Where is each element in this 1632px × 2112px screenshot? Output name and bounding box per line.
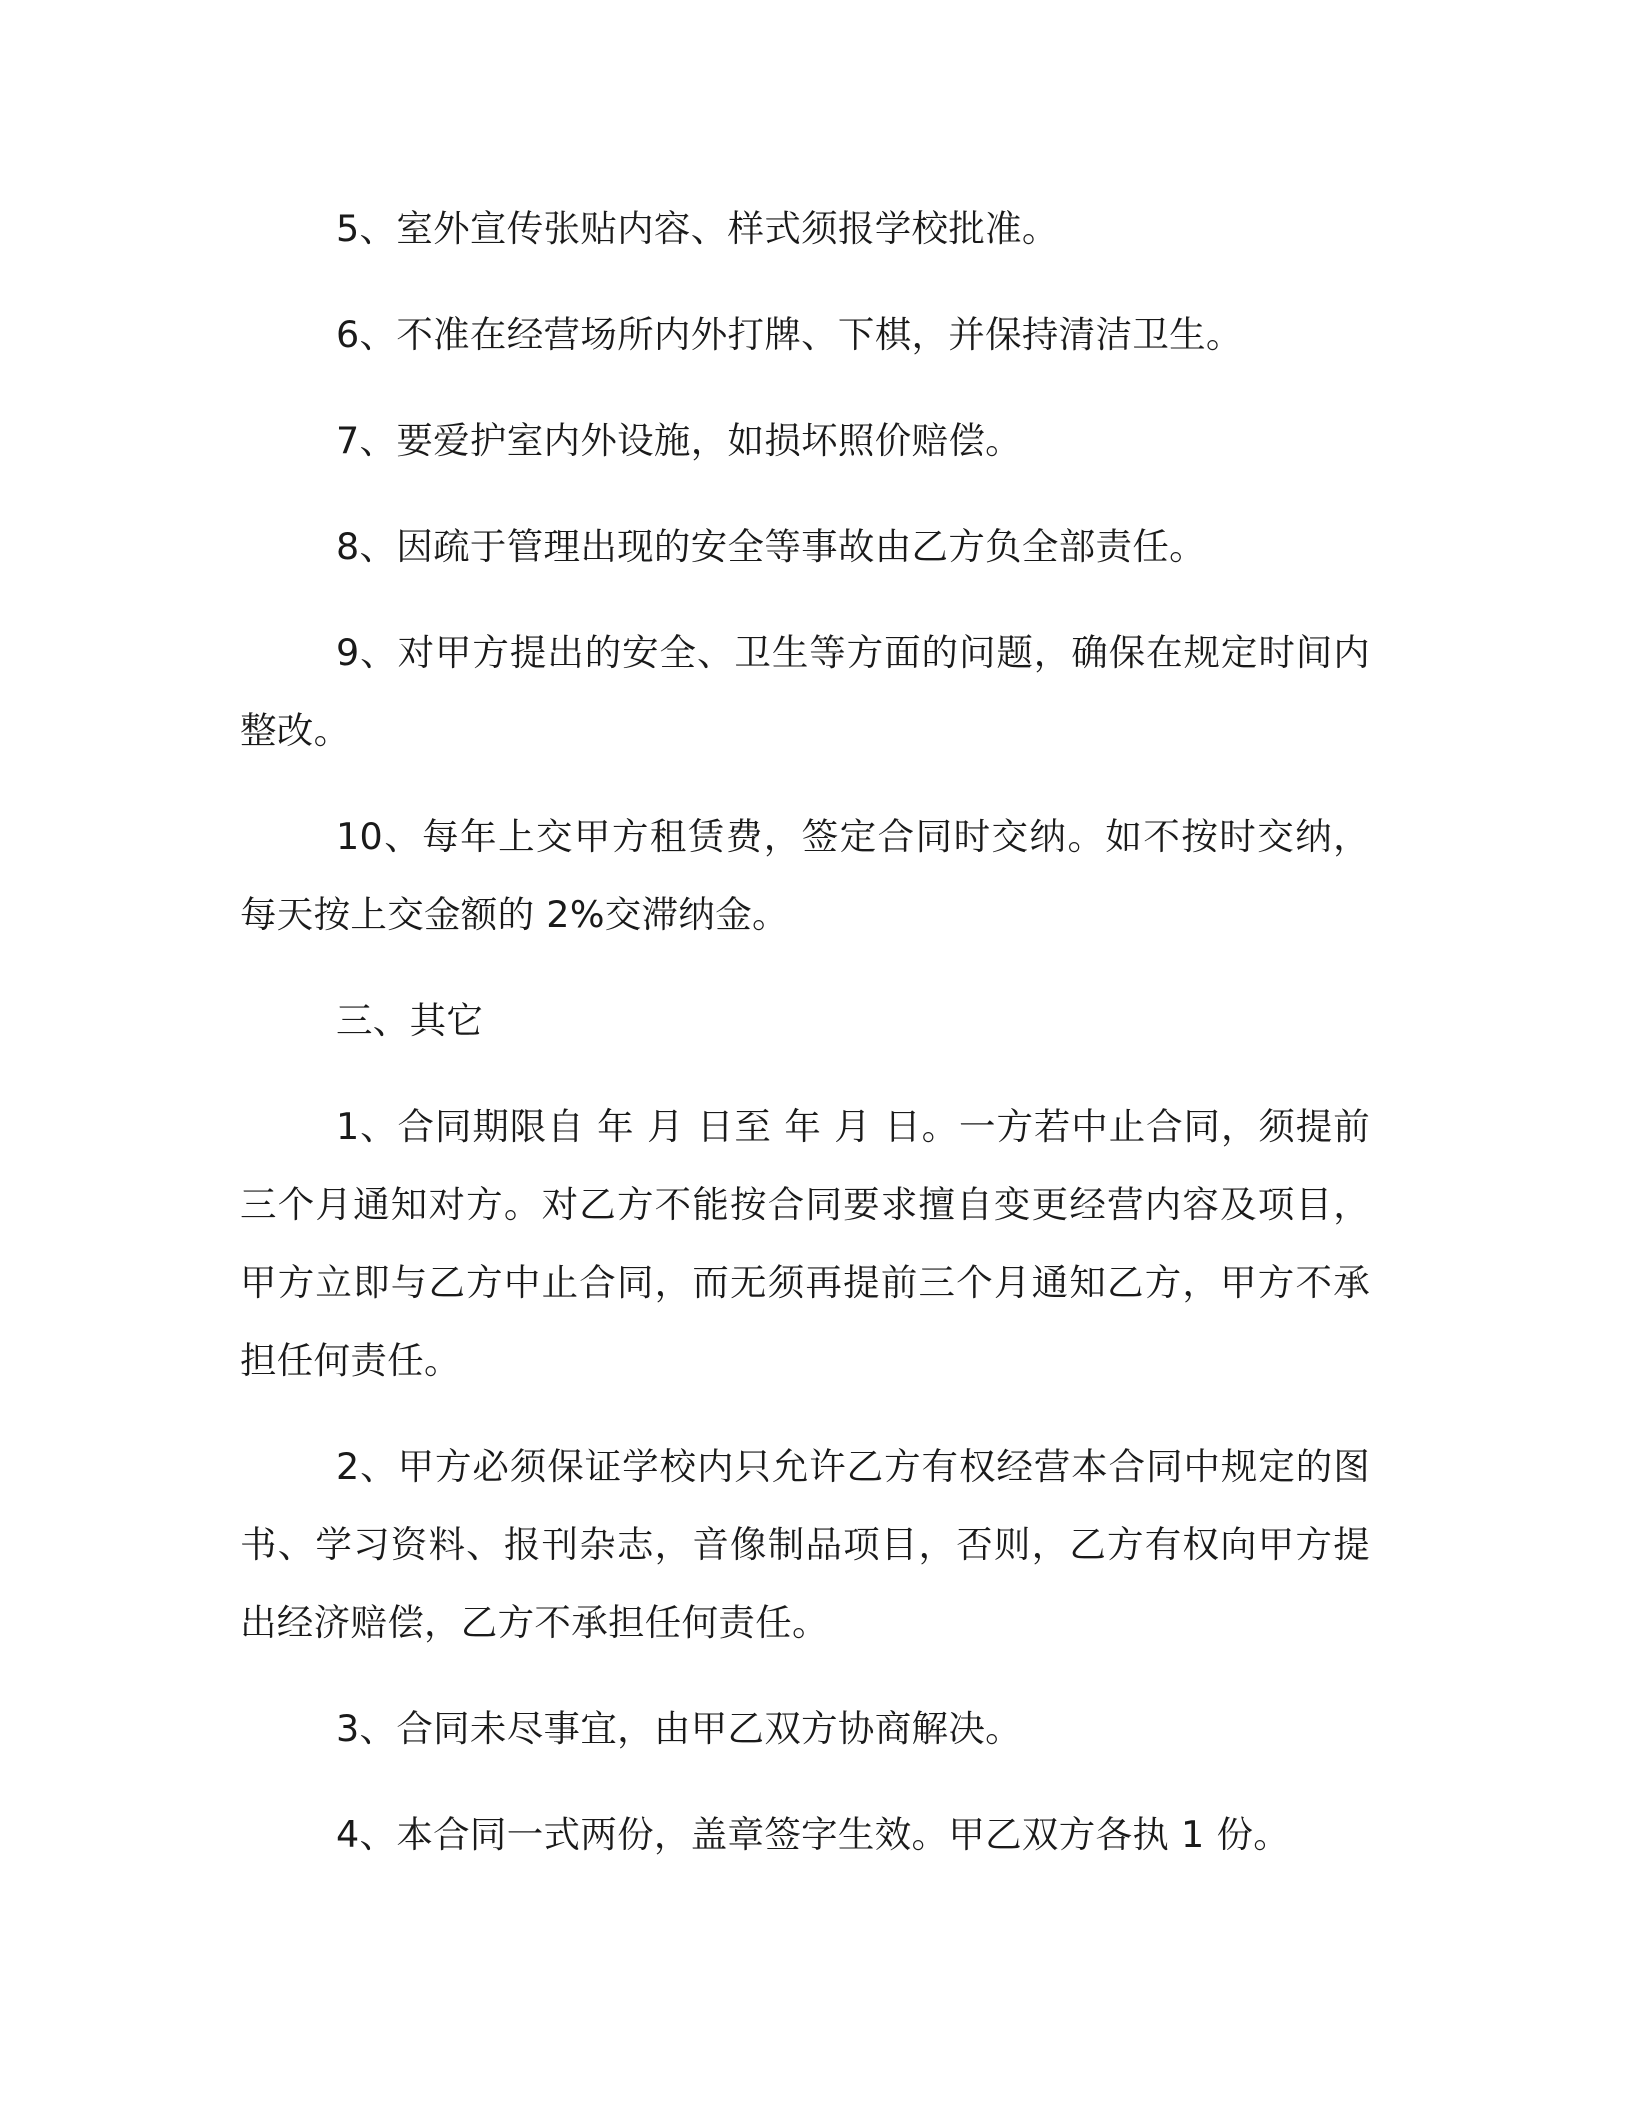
- section-heading-other: 三、其它: [336, 999, 484, 1042]
- clause-6: 6、不准在经营场所内外打牌、下棋，并保持清洁卫生。: [336, 313, 1243, 356]
- other-clause-1: 1、合同期限自 年 月 日至 年 月 日。一方若中止合同，须提前三个月通知对方。对乙方不能按合同要求擅自变更经营内容及项目，甲方立即与乙方中止合同，而无须再提前三个月通知乙方，甲方不承担任何责任。: [240, 1105, 1370, 1382]
- clause-7: 7、要爱护室内外设施，如损坏照价赔偿。: [336, 419, 1022, 462]
- document-body: [240, 190, 1370, 1902]
- other-clause-2: 2、甲方必须保证学校内只允许乙方有权经营本合同中规定的图书、学习资料、报刊杂志，音像制品项目，否则，乙方有权向甲方提出经济赔偿，乙方不承担任何责任。: [240, 1445, 1370, 1644]
- other-clause-4: 4、本合同一式两份，盖章签字生效。甲乙双方各执 1 份。: [336, 1813, 1291, 1856]
- clause-10: 10、每年上交甲方租赁费，签定合同时交纳。如不按时交纳，每天按上交金额的 2%交滞纳金。: [240, 815, 1370, 936]
- other-clause-3: 3、合同未尽事宜，由甲乙双方协商解决。: [336, 1707, 1022, 1750]
- clause-8: 8、因疏于管理出现的安全等事故由乙方负全部责任。: [336, 525, 1206, 568]
- clause-9: 9、对甲方提出的安全、卫生等方面的问题，确保在规定时间内整改。: [240, 631, 1370, 752]
- clause-5: 5、室外宣传张贴内容、样式须报学校批准。: [336, 207, 1059, 250]
